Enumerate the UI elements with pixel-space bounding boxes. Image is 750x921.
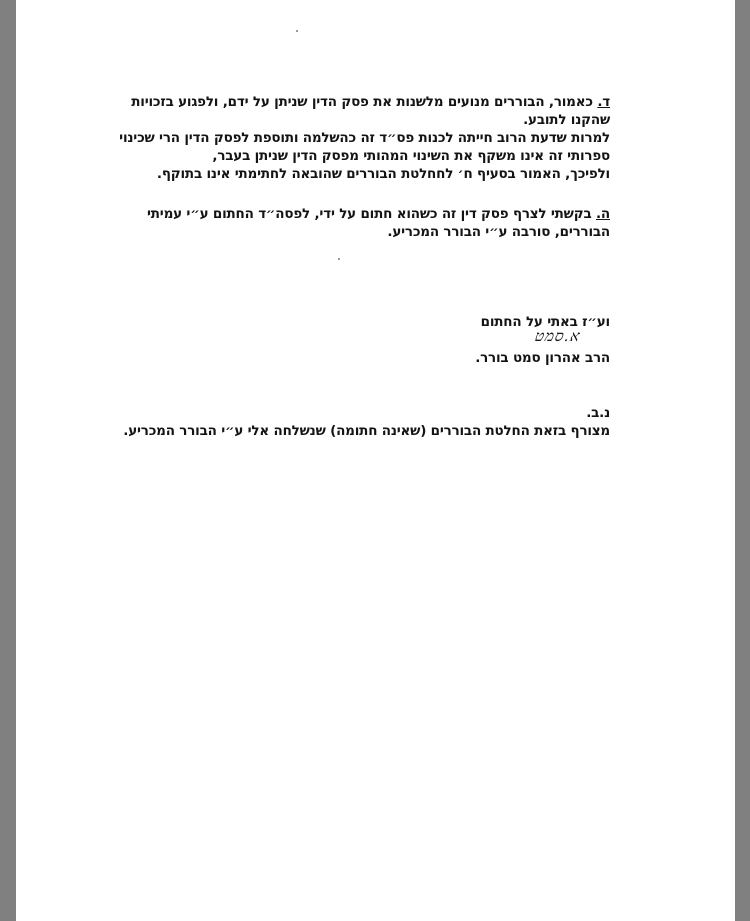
paragraph-e-line-1: ה. בקשתי לצרף פסק דין זה כשהוא חתום על ידי, לפסה״ד החתום ע״י עמיתי [147, 206, 610, 222]
viewer-right-gutter [735, 0, 750, 921]
closing-line: וע״ז באתי על החתום [480, 314, 610, 330]
nb-block [123, 404, 610, 440]
paragraph-d-line-2: שהקנו לתובע. [523, 112, 610, 128]
paragraph-e-line-2: הבוררים, סורבה ע״י הבורר המכריע. [387, 224, 610, 240]
paragraph-d-line-5: ולפיכך, האמור בסעיף ח׳ לחחלטת הבוררים שהובאה לחתימתי אינו בתוקף. [156, 166, 610, 182]
scan-speck [338, 258, 340, 260]
viewer-left-gutter [0, 0, 16, 921]
paragraph-e-marker: ה. [595, 206, 610, 222]
scan-speck [296, 30, 298, 32]
handwritten-signature: א.סמט [532, 327, 583, 345]
paragraph-d-line-1: ד. כאמור, הבוררים מנועים מלשנות את פסק הדין שניתן על ידם, ולפגוע בזכויות [131, 94, 610, 110]
paragraph-d-line-4: ספרותי זה אינו משקף את השינוי המהותי מפסק הדין שניתן בעבר, [212, 148, 610, 164]
paragraph-d-marker: ד. [597, 94, 610, 110]
nb-heading: נ.ב. [586, 405, 610, 421]
paragraph-d-line-3: למרות שדעת הרוב חייתה לכנות פס״ד זה כהשלמה ותוספת לפסק הדין הרי שכינוי [119, 130, 610, 146]
nb-text: מצורף בזאת החלטת הבוררים (שאינה חתומה) שנשלחה אלי ע״י הבורר המכריע. [123, 423, 610, 439]
signer-name: הרב אהרון סמט בורר. [475, 350, 610, 366]
paragraph-e [147, 205, 610, 241]
document-page [16, 0, 735, 921]
paragraph-d [119, 93, 610, 183]
